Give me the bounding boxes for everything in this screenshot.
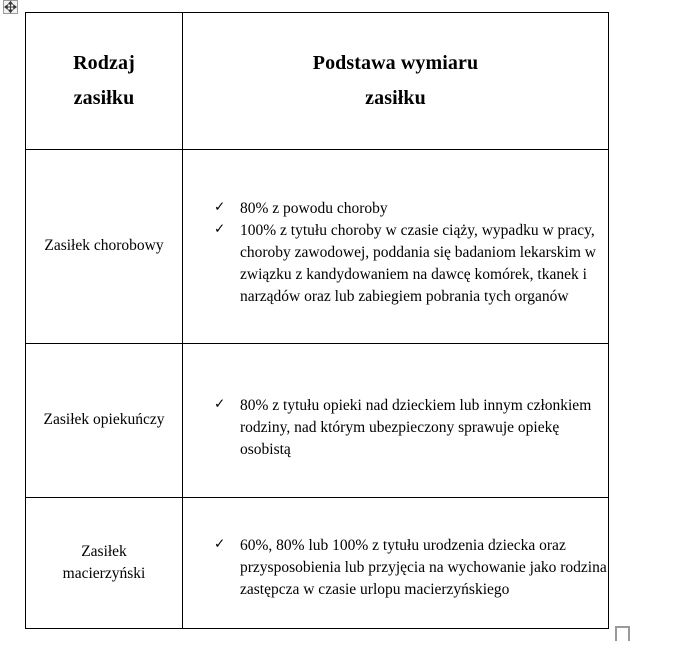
checkmark-icon: ✓ (214, 198, 226, 215)
table-resize-handle[interactable] (615, 626, 630, 641)
row-content-care-benefit (183, 344, 609, 498)
list-item (183, 535, 608, 601)
table-row (26, 150, 609, 344)
benefits-table (25, 12, 609, 629)
four-headed-arrow-icon (4, 1, 17, 13)
checkmark-icon: ✓ (214, 536, 226, 552)
list-item (183, 198, 608, 220)
table-row (26, 498, 609, 629)
row-content-maternity-benefit (183, 498, 609, 629)
row-content-sickness-benefit (183, 150, 609, 344)
table-header-row (26, 13, 609, 150)
bullet-list (183, 535, 608, 601)
list-item-text: 100% z tytułu choroby w czasie ciąży, wypadku w pracy, choroby zawodowej, poddania się badaniom lekarskim w związku z kandydowaniem na dawcę komórek, tkanek i narządów oraz lub zabiegiem pobrania tych organów (240, 221, 596, 305)
bullet-list (183, 198, 608, 308)
header-benefit-type-line1: Rodzaj (73, 52, 135, 74)
list-item-text: 80% z powodu choroby (240, 199, 388, 217)
list-item (183, 220, 608, 308)
header-cell-benefit-basis (183, 13, 609, 150)
row-label-sickness-benefit: Zasiłek chorobowy (26, 150, 183, 344)
table-row (26, 344, 609, 498)
checkmark-icon: ✓ (214, 220, 226, 237)
row-label-maternity-line1: Zasiłek (81, 542, 127, 560)
bullet-list (183, 395, 608, 461)
list-item (183, 395, 608, 461)
row-label-maternity-line2: macierzyński (62, 565, 146, 582)
list-item-text: 80% z tytułu opieki nad dzieckiem lub innym członkiem rodziny, nad którym ubezpieczony sprawuje opiekę osobistą (240, 396, 592, 458)
header-benefit-basis-line2: zasiłku (365, 87, 426, 109)
row-label-care-benefit: Zasiłek opiekuńczy (26, 344, 183, 498)
table-move-handle[interactable] (3, 0, 18, 14)
row-label-maternity-benefit (26, 498, 183, 629)
header-cell-benefit-type (26, 13, 183, 150)
header-benefit-type-line2: zasiłku (73, 87, 135, 109)
list-item-text: 60%, 80% lub 100% z tytułu urodzenia dziecka oraz przysposobienia lub przyjęcia na wychowanie jako rodzina zastępcza w czasie urlopu macierzyńskiego (240, 537, 607, 598)
header-benefit-basis-line1: Podstawa wymiaru (312, 52, 479, 74)
checkmark-icon: ✓ (214, 395, 226, 412)
